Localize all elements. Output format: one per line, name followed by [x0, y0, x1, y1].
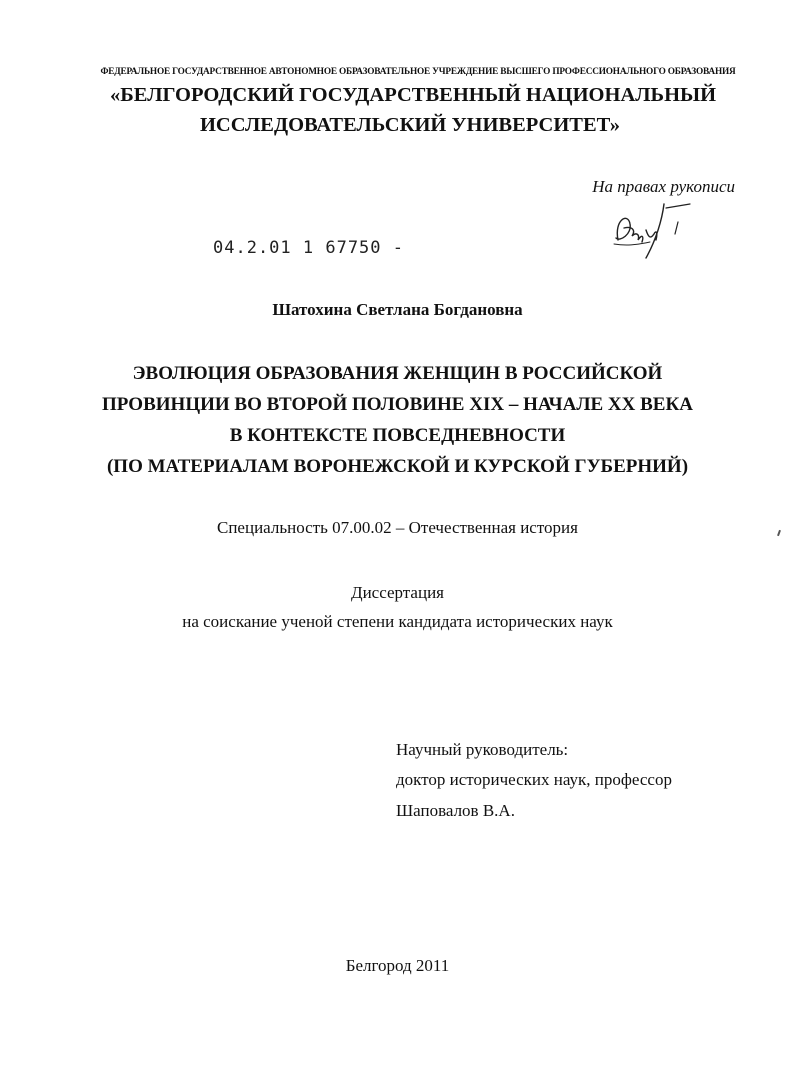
manuscript-note: На правах рукописи [592, 177, 735, 196]
signature [606, 200, 706, 265]
thesis-title-line-1: ЭВОЛЮЦИЯ ОБРАЗОВАНИЯ ЖЕНЩИН В РОССИЙСКОЙ [132, 363, 663, 384]
registration-stamp: 04.2.01 1 67750 - [213, 238, 404, 258]
document-type: Диссертация [350, 583, 444, 602]
supervisor-degree: доктор исторических наук, профессор [396, 770, 672, 789]
institution-type: ФЕДЕРАЛЬНОЕ ГОСУДАРСТВЕННОЕ АВТОНОМНОЕ ОБРАЗОВАТЕЛЬНОЕ УЧРЕЖДЕНИЕ ВЫСШЕГО ПРОФЕССИОНАЛЬНОГО ОБРАЗОВАНИЯ [100, 67, 736, 77]
place-and-year: Белгород 2011 [345, 956, 450, 975]
thesis-title-line-4: (ПО МАТЕРИАЛАМ ВОРОНЕЖСКОЙ И КУРСКОЙ ГУБЕРНИЙ) [106, 456, 689, 477]
thesis-title-line-3: В КОНТЕКСТЕ ПОВСЕДНЕВНОСТИ [229, 425, 566, 446]
degree-sought: на соискание ученой степени кандидата исторических наук [182, 612, 613, 631]
specialty: Специальность 07.00.02 – Отечественная история [217, 518, 578, 537]
university-name-line-2: ИССЛЕДОВАТЕЛЬСКИЙ УНИВЕРСИТЕТ» [199, 114, 621, 136]
supervisor-name: Шаповалов В.А. [396, 801, 515, 820]
thesis-title-line-2: ПРОВИНЦИИ ВО ВТОРОЙ ПОЛОВИНЕ XIX – НАЧАЛЕ XX ВЕКА [102, 394, 693, 415]
university-name-line-1: «БЕЛГОРОДСКИЙ ГОСУДАРСТВЕННЫЙ НАЦИОНАЛЬНЫЙ [110, 84, 717, 106]
author-name: Шатохина Светлана Богдановна [272, 300, 523, 319]
supervisor-label: Научный руководитель: [396, 740, 569, 759]
